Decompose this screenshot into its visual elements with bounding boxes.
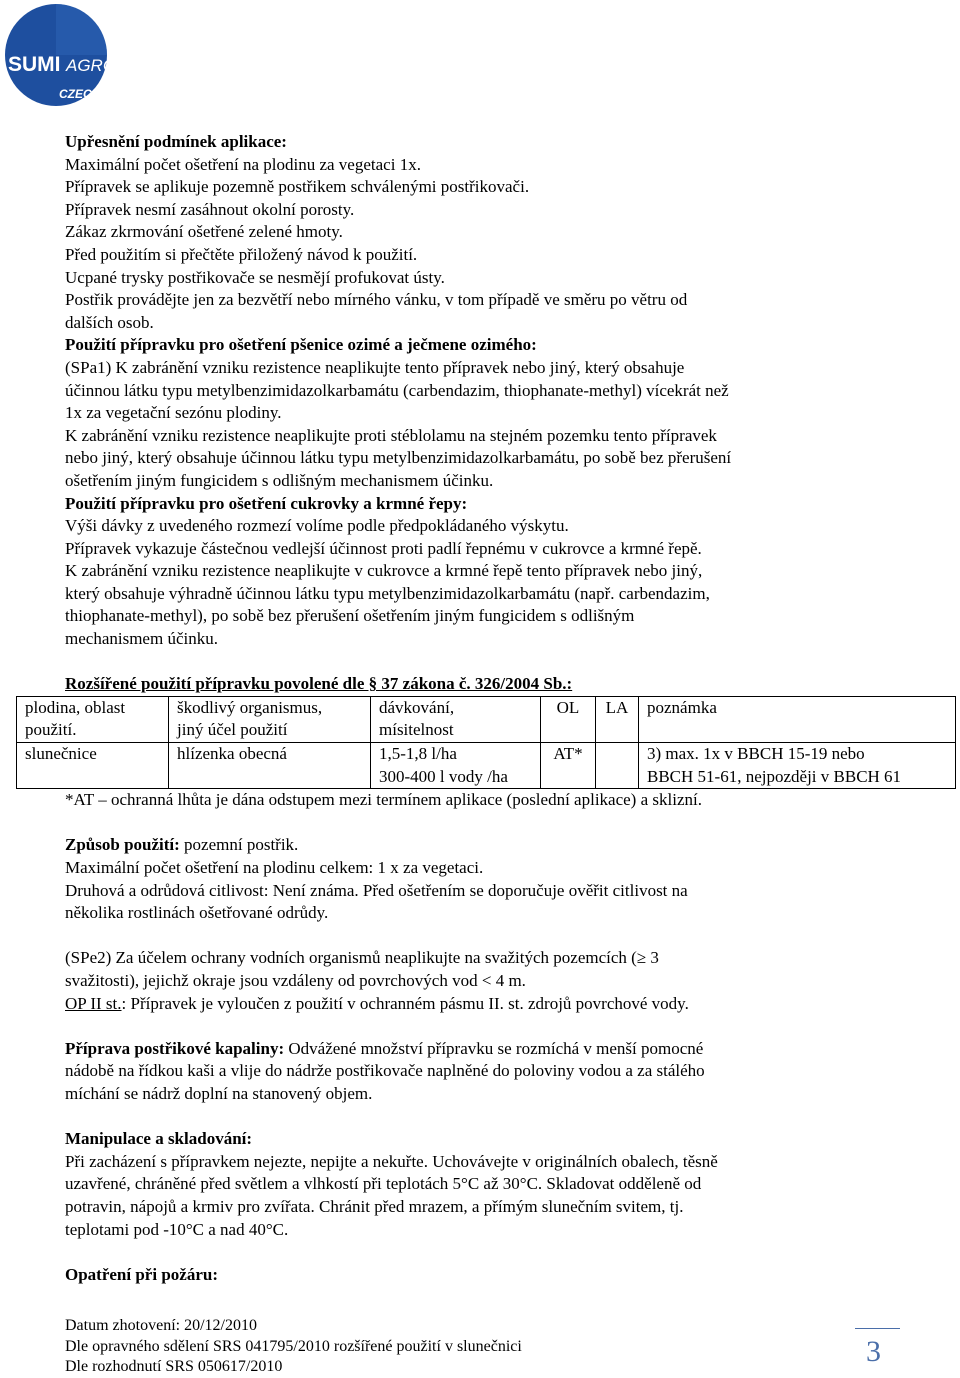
text-line: 1x za vegetační sezónu plodiny. [65,403,282,423]
extended-use-table [16,696,956,789]
section-heading-extended-use: Rozšířené použití přípravku povolené dle § 37 zákona č. 326/2004 Sb.: [65,674,573,694]
section-heading-fire: Opatření při požáru: [65,1264,218,1284]
sumiagro-logo [2,2,117,108]
cell-crop: slunečnice [17,743,169,789]
text-line: nebo jiný, který obsahuje účinnou látku typu metylbenzimidazolkarbamátu, po sobě bez přerušení [65,448,732,468]
method-line [65,834,855,857]
text-line: uzavřené, chráněné před světlem a vlhkostí při teplotách 5°C až 30°C. Skladovat odděleně od [65,1174,702,1194]
svg-text:CZECH: CZECH [59,87,101,101]
method-label: Způsob použití: [65,835,180,855]
footer-decision: Dle rozhodnutí SRS 050617/2010 [65,1358,283,1375]
cell-ol: AT* [541,743,596,789]
text-line: ošetřením jiným fungicidem s odlišným mechanismem účinku. [65,470,494,490]
text-line: mechanismem účinku. [65,629,218,649]
text-line: teplotami pod -10°C a nad 40°C. [65,1219,289,1239]
text-line: Postřik provádějte jen za bezvětří nebo mírného vánku, v tom případě ve směru po větru od [65,290,688,310]
prep-line [65,1038,855,1061]
text-line: K zabránění vzniku rezistence neaplikujte v cukrovce a krmné řepě tento přípravek nebo jiný, [65,561,703,581]
text-line: svažitosti), jejichž okraje jsou vzdáleny od povrchových vod < 4 m. [65,970,526,990]
text-line: Maximální počet ošetření na plodinu za vegetaci 1x. [65,154,421,174]
text-line: dalších osob. [65,312,154,332]
op-label: OP II st. [65,993,122,1013]
cell-note: 3) max. 1x v BBCH 15-19 nebo BBCH 51-61, nejpozději v BBCH 61 [639,743,956,789]
text-line: (SPa1) K zabránění vzniku rezistence neaplikujte tento přípravek nebo jiný, který obsahuje [65,357,685,377]
text-line: Přípravek se aplikuje pozemně postřikem schválenými postřikovači. [65,177,530,197]
text-line: nádobě na řídkou kaši a vlije do nádrže postřikovače naplněné do poloviny vodou a za stálého [65,1061,705,1081]
prep-text: Odvážené množství přípravku se rozmíchá v menší pomocné [284,1038,704,1058]
table-row [17,743,956,789]
text-line: Přípravek nesmí zasáhnout okolní porosty. [65,199,355,219]
text-line: K zabránění vzniku rezistence neaplikujte proti stéblolamu na stejném pozemku tento přípravek [65,425,717,445]
cell-dosage: 1,5-1,8 l/ha 300-400 l vody /ha [371,743,541,789]
text-line: Přípravek vykazuje částečnou vedlejší účinnost proti padlí řepnému v cukrovce a krmné řepě. [65,538,702,558]
svg-text:SUMI: SUMI [8,53,61,76]
text-line: míchání se nádrž doplní na stanovený objem. [65,1083,373,1103]
text-line: (SPe2) Za účelem ochrany vodních organismů neaplikujte na svažitých pozemcích (≥ 3 [65,948,659,968]
header-cell-pest: škodlivý organismus, jiný účel použití [169,696,371,742]
op-text: : Přípravek je vyloučen z použití v ochranném pásmu II. st. zdrojů povrchové vody. [121,993,689,1013]
text-line: Výši dávky z uvedeného rozmezí volíme podle předpokládaného výskytu. [65,516,569,536]
text-line: Před použitím si přečtěte přiložený návod k použití. [65,244,418,264]
section-heading-storage: Manipulace a skladování: [65,1129,253,1149]
footer-date: Datum zhotovení: 20/12/2010 [65,1317,257,1334]
text-line: účinnou látku typu metylbenzimidazolkarbamátu (carbendazim, thiophanate-methyl) vícekrát než [65,380,729,400]
text-line: Při zacházení s přípravkem nejezte, nepijte a nekuřte. Uchovávejte v originálních obalech, těsně [65,1151,718,1171]
text-line: potravin, nápojů a krmiv pro zvířata. Chránit před mrazem, a přímým slunečním svitem, tj. [65,1196,684,1216]
header-cell-la: LA [596,696,639,742]
text-line: který obsahuje výhradně účinnou látku typu metylbenzimidazolkarbamátu (např. carbendazim, [65,583,710,603]
op-line [65,993,855,1016]
method-value: pozemní postřik. [179,835,299,855]
text-line: thiophanate-methyl), po sobě bez přerušení ošetřením jiným fungicidem s odlišným [65,606,635,626]
page-number: 3 [866,1335,881,1368]
header-cell-note: poznámka [639,696,956,742]
section-heading-application-conditions: Upřesnění podmínek aplikace: [65,132,287,151]
text-line: několika rostlinách ošetřované odrůdy. [65,903,329,923]
cell-la [596,743,639,789]
header-cell-dosage: dávkování, mísitelnost [371,696,541,742]
section-heading-sugar-beet: Použití přípravku pro ošetření cukrovky a krmné řepy: [65,493,468,513]
document-body [25,131,902,1286]
table-header-row [17,696,956,742]
text-line: Maximální počet ošetření na plodinu celkem: 1 x za vegetaci. [65,858,484,877]
text-line: Ucpané trysky postřikovače se nesmějí profukovat ústy. [65,267,445,287]
section-heading-wheat-barley: Použití přípravku pro ošetření pšenice ozimé a ječmene ozimého: [65,335,537,355]
cell-pest: hlízenka obecná [169,743,371,789]
header-cell-crop: plodina, oblast použití. [17,696,169,742]
header-cell-ol: OL [541,696,596,742]
prep-label: Příprava postřikové kapaliny: [65,1038,285,1058]
text-line: Druhová a odrůdová citlivost: Není známa. Před ošetřením se doporučuje ověřit citlivost na [65,880,688,900]
page-number-rule [855,1328,900,1329]
svg-text:AGRO: AGRO [66,56,117,75]
footer-correction: Dle opravného sdělení SRS 041795/2010 rozšířené použití v slunečnici [65,1337,522,1355]
text-line: Zákaz zkrmování ošetřené zelené hmoty. [65,222,343,242]
table-footnote: *AT – ochranná lhůta je dána odstupem mezi termínem aplikace (poslední aplikace) a sklizní. [65,790,702,810]
footer [65,1316,522,1378]
